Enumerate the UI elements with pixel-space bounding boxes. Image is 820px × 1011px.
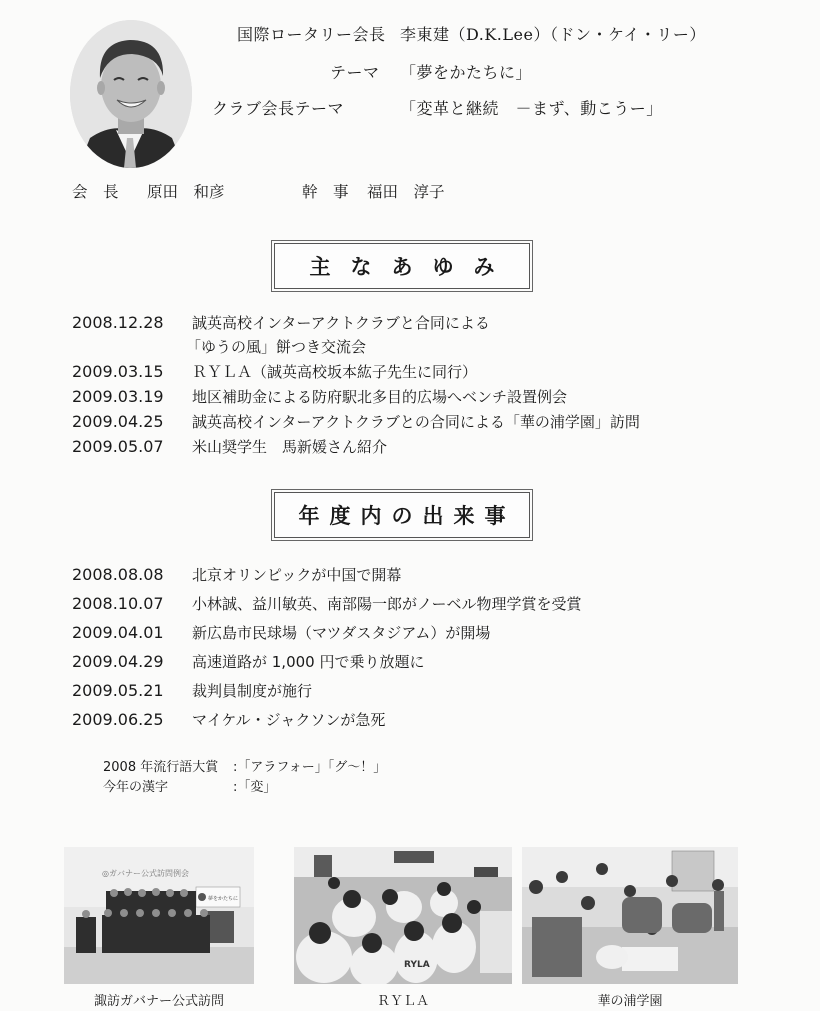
ryla-photo-image <box>294 847 512 984</box>
event-date: 2009.03.19 <box>72 387 164 406</box>
section-title-year-events <box>274 492 530 538</box>
club-theme-label: クラブ会長テーマ <box>212 99 345 118</box>
svg-text:◎ガバナー公式訪問例会: ◎ガバナー公式訪問例会 <box>102 869 189 878</box>
event-date: 2009.05.07 <box>72 437 164 456</box>
photo-governor-visit <box>64 847 254 984</box>
event-text: 裁判員制度が施行 <box>192 682 313 700</box>
theme-line <box>0 60 820 82</box>
president-label: 会 長 <box>72 183 119 201</box>
event-date: 2009.04.29 <box>72 652 164 671</box>
section-title-text: 主なあゆみ <box>309 255 515 279</box>
group-photo-image <box>64 847 254 984</box>
event-date: 2009.04.25 <box>72 412 164 431</box>
event-date: 2009.05.21 <box>72 681 164 700</box>
ri-president-value: 李東建（D.K.Lee）（ドン・ケイ・リー） <box>400 25 706 44</box>
event-text: 「ゆうの風」餅つき交流会 <box>186 338 367 356</box>
hananoura-photo-image <box>522 847 738 984</box>
theme-value: 「夢をかたちに」 <box>400 63 533 82</box>
note-value: :「アラフォー」「グ～！」 <box>233 760 387 775</box>
event-text: 北京オリンピックが中国で開幕 <box>192 566 402 584</box>
event-date: 2008.12.28 <box>72 313 164 332</box>
event-text: マイケル・ジャクソンが急死 <box>192 711 386 729</box>
event-text: 小林誠、益川敏英、南部陽一郎がノーベル物理学賞を受賞 <box>192 595 582 613</box>
event-text: 米山奨学生 馬新媛さん紹介 <box>192 438 388 456</box>
ri-president-line <box>0 22 820 44</box>
note-label: 今年の漢字 <box>103 780 169 795</box>
event-date: 2008.08.08 <box>72 565 164 584</box>
club-theme-value: 「変革と継続 －まず、動こうー」 <box>400 99 663 118</box>
caption-hananoura: 華の浦学園 <box>597 994 663 1009</box>
caption-governor-visit: 諏訪ガバナー公式訪問 <box>93 994 224 1009</box>
section-title-text: 年度内の出来事 <box>298 504 516 528</box>
secretary-name: 福田 淳子 <box>367 183 445 201</box>
event-text: 高速道路が 1,000 円で乗り放題に <box>192 653 425 671</box>
event-text: ＲＹＬＡ（誠英高校坂本紘子先生に同行） <box>192 363 478 381</box>
secretary-label: 幹 事 <box>302 183 349 201</box>
club-theme-line <box>0 96 820 118</box>
caption-ryla: ＲＹＬＡ <box>376 994 429 1009</box>
president-name: 原田 和彦 <box>147 183 225 201</box>
event-date: 2008.10.07 <box>72 594 164 613</box>
photo-hananoura <box>522 847 738 984</box>
event-date: 2009.04.01 <box>72 623 164 642</box>
svg-text:RYLA: RYLA <box>404 960 430 970</box>
event-date: 2009.06.25 <box>72 710 164 729</box>
svg-text:夢をかたちに: 夢をかたちに <box>208 896 239 902</box>
event-text: 誠英高校インターアクトクラブと合同による <box>192 314 490 332</box>
event-text: 新広島市民球場（マツダスタジアム）が開場 <box>192 624 491 642</box>
theme-label: テーマ <box>330 63 380 82</box>
event-text: 誠英高校インターアクトクラブとの合同による「華の浦学園」訪問 <box>192 413 640 431</box>
ri-president-label: 国際ロータリー会長 <box>237 25 386 44</box>
note-value: :「変」 <box>233 780 277 795</box>
section-title-main-history <box>274 243 530 289</box>
event-text: 地区補助金による防府駅北多目的広場へベンチ設置例会 <box>192 388 568 406</box>
event-date: 2009.03.15 <box>72 362 164 381</box>
photo-ryla <box>294 847 512 984</box>
note-label: 2008 年流行語大賞 <box>103 760 219 775</box>
